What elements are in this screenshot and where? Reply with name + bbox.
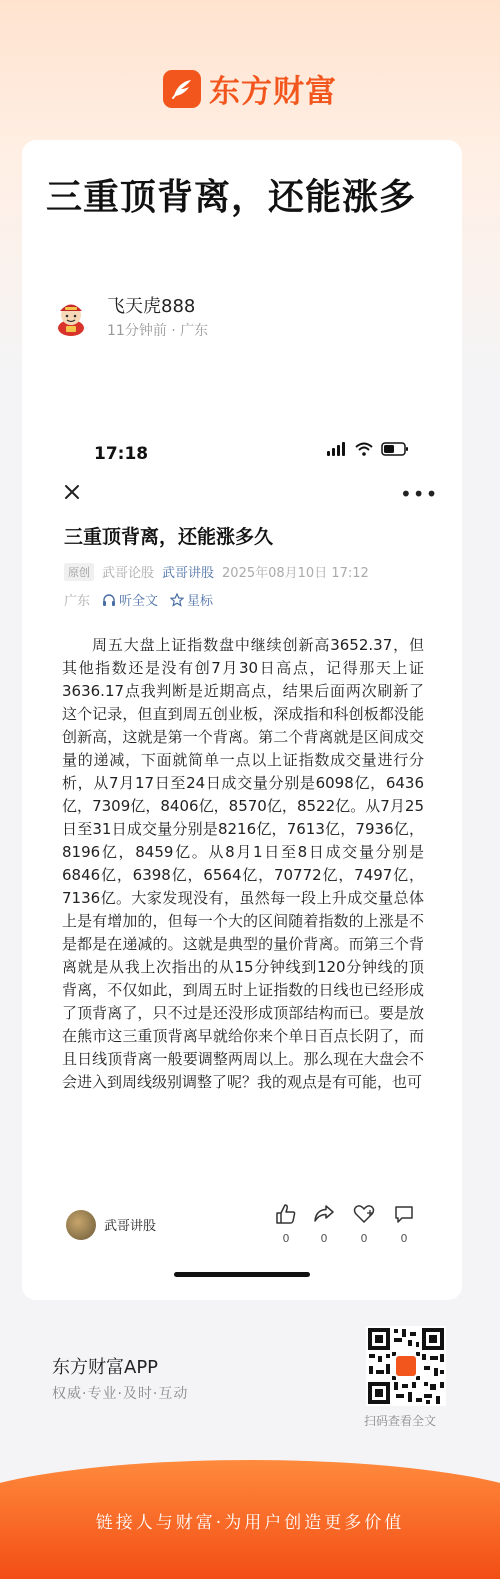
- app-logo-icon: [394, 1354, 418, 1378]
- heart-icon: [353, 1204, 375, 1224]
- article-paragraph: 周五大盘上证指数盘中继续创新高3652.37，但其他指数还是没有创7月30日高点，记得那天上证3636.17点我判断是近期高点，结果后面两次刷新了这个记录，但直到周五创业板，深成指和科创板都没能创新高，这就是第一个背离。第二个背离就是区间成交量的递减，下面就简单一点以上证指数成交量进行分析，从7月17日至24日成交量分别是6098亿，6436亿，7309亿，8406亿，8570亿，8522亿。从7月25日至31日成交量分别是8216亿，7613亿，7936亿，8196亿，8459亿。从8月1日至8日成交量分别是6846亿，6398亿，6564亿，70772亿，7497亿，7136亿。大家发现没有，虽然每一段上升成交量总体上是有增加的，但每一个大的区间随着指数的上涨是不是都是在递减的。这就是典型的量价背离。而第三个背离就是从我上次指出的从15分钟线到120分钟线的顶背离，不仅如此，到周五时上证指数的日线也已经形成了顶背离了，只不过是还没形成顶部结构而已。要是放在熊市这三重顶背离早就给你来个单日百点长阴了，而且日线顶背离一般要调整两周以上。那么现在大盘会不会进入到周线级别调整了呢？我的观点是有可能，也可: [62, 636, 424, 1091]
- post-title: 三重顶背离，还能涨多: [46, 177, 417, 218]
- footer-banner: [0, 1460, 500, 1579]
- recommend-button[interactable]: [352, 1204, 376, 1245]
- post-card: [22, 140, 462, 1300]
- star-icon: [170, 593, 184, 607]
- listen-button[interactable]: [102, 590, 158, 609]
- brand-name: 东方财富: [209, 74, 337, 110]
- account-name[interactable]: 武哥讲股: [104, 1219, 157, 1234]
- listen-label: 听全文: [119, 594, 159, 609]
- star-button[interactable]: [170, 590, 213, 609]
- app-tagline: 权威·专业·及时·互动: [52, 1386, 189, 1402]
- wifi-icon: [355, 442, 373, 456]
- original-tag: 原创: [64, 563, 94, 581]
- article-date: 2025年08月10日 17:12: [222, 566, 369, 581]
- recommend-count: 0: [360, 1232, 368, 1245]
- comment-icon: [393, 1204, 415, 1224]
- author-name[interactable]: 飞天虎888: [107, 296, 196, 317]
- more-icon[interactable]: •••: [400, 482, 439, 506]
- qr-code[interactable]: [366, 1326, 446, 1406]
- east-money-logo-icon: [163, 70, 201, 108]
- status-time: 17:18: [94, 444, 149, 464]
- article-title: 三重顶背离，还能涨多久: [64, 526, 274, 548]
- author-avatar[interactable]: [52, 298, 90, 336]
- status-icons: [327, 442, 409, 456]
- article-bottom-bar: [22, 1200, 462, 1260]
- article-body: [62, 634, 424, 1186]
- footer-slogan: 链接人与财富·为用户创造更多价值: [95, 1513, 405, 1533]
- headphones-icon: [102, 593, 116, 607]
- comment-count: 0: [400, 1232, 408, 1245]
- thumbs-up-icon: [275, 1204, 297, 1224]
- article-source: 武哥论股: [102, 566, 155, 581]
- share-icon: [313, 1204, 335, 1224]
- post-meta: 11分钟前 · 广东: [107, 323, 209, 339]
- battery-icon: [381, 442, 409, 456]
- article-actions: [64, 590, 213, 609]
- account-link[interactable]: 武哥讲股: [162, 566, 215, 581]
- home-indicator: [174, 1272, 310, 1277]
- article-location: 广东: [64, 594, 91, 609]
- star-label: 星标: [187, 594, 214, 609]
- comment-button[interactable]: [392, 1204, 416, 1245]
- close-icon[interactable]: [60, 480, 84, 504]
- share-count: 0: [320, 1232, 328, 1245]
- brand-header: [0, 66, 500, 111]
- like-button[interactable]: [274, 1204, 298, 1245]
- account-avatar[interactable]: [66, 1210, 96, 1240]
- app-name: 东方财富APP: [52, 1357, 159, 1378]
- article-meta: [64, 562, 369, 581]
- share-button[interactable]: [312, 1204, 336, 1245]
- like-count: 0: [282, 1232, 290, 1245]
- cellular-signal-icon: [327, 442, 347, 456]
- qr-caption: 扫码查看全文: [364, 1414, 437, 1428]
